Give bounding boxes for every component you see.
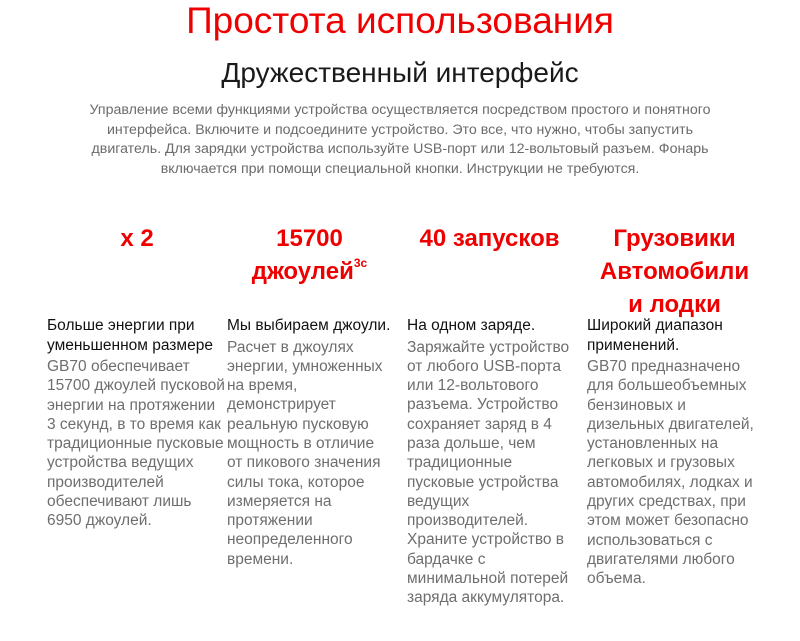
feature-column-vehicles [587, 222, 762, 589]
feature-heading-power: Больше энергии при уменьшенном размере [47, 317, 213, 354]
feature-stat-starts: 40 запусков [419, 225, 560, 252]
feature-stat-joules-unit: джоулей [251, 258, 354, 285]
feature-stat-joules-superscript: 3с [353, 256, 368, 270]
feature-stat-vehicles-line3: и лодки [628, 291, 721, 318]
intro-paragraph: Управление всеми функциями устройства осуществляется посредством простого и понятного интерфейса. Включите и подсоедините устройство. Это все, что нужно, чтобы запустить двигатель. Для зарядки устройства используйте USB-порт или 12-вольтовый разъем. Фонарь включается при помощи специальной кнопки. Инструкции не требуются. [89, 102, 711, 177]
feature-heading-vehicles: Широкий диапазон применений. [587, 317, 723, 354]
feature-heading-starts: На одном заряде. [407, 317, 536, 334]
feature-column-power [47, 222, 227, 531]
feature-heading-joules: Мы выбираем джоули. [227, 317, 391, 334]
feature-stat-joules [227, 222, 392, 316]
feature-stat-joules-value: 15700 [276, 225, 343, 252]
page-subtitle: Дружественный интерфейс [221, 57, 579, 88]
page-title: Простота использования [186, 0, 614, 41]
feature-stat-power: x 2 [120, 225, 154, 252]
feature-stat-vehicles-line2: Автомобили [599, 258, 750, 285]
feature-body-vehicles: GB70 предназначено для большеобъемных бензиновых и дизельных двигателей, установленных на легковых и грузовых автомобилях, лодках и других средствах, при этом может безопасно использоваться с двигателями любого объема. [587, 358, 754, 588]
feature-body-power: GB70 обеспечивает 15700 джоулей пусковой энергии на протяжении 3 секунд, в то время как традиционные пусковые устройства ведущих производителей обеспечивают лишь 6950 джоулей. [47, 358, 225, 530]
feature-stat-vehicles [587, 222, 762, 316]
feature-body-joules: Расчет в джоулях энергии, умноженных на время, демонстрирует реальную пусковую мощность в отличие от пикового значения силы тока, которое измеряется на протяжении неопределенного времени. [227, 338, 383, 568]
feature-body-starts: Заряжайте устройство от любого USB-порта или 12-вольтового разъема. Устройство сохраняет заряд в 4 раза дольше, чем традиционные пусковые устройства ведущих производителей. Храните устройство в бардачке с минимальной потерей заряда аккумулятора. [407, 338, 570, 607]
feature-stat-vehicles-line1: Грузовики [613, 225, 736, 252]
feature-column-starts [407, 222, 572, 608]
feature-column-joules [227, 222, 392, 569]
